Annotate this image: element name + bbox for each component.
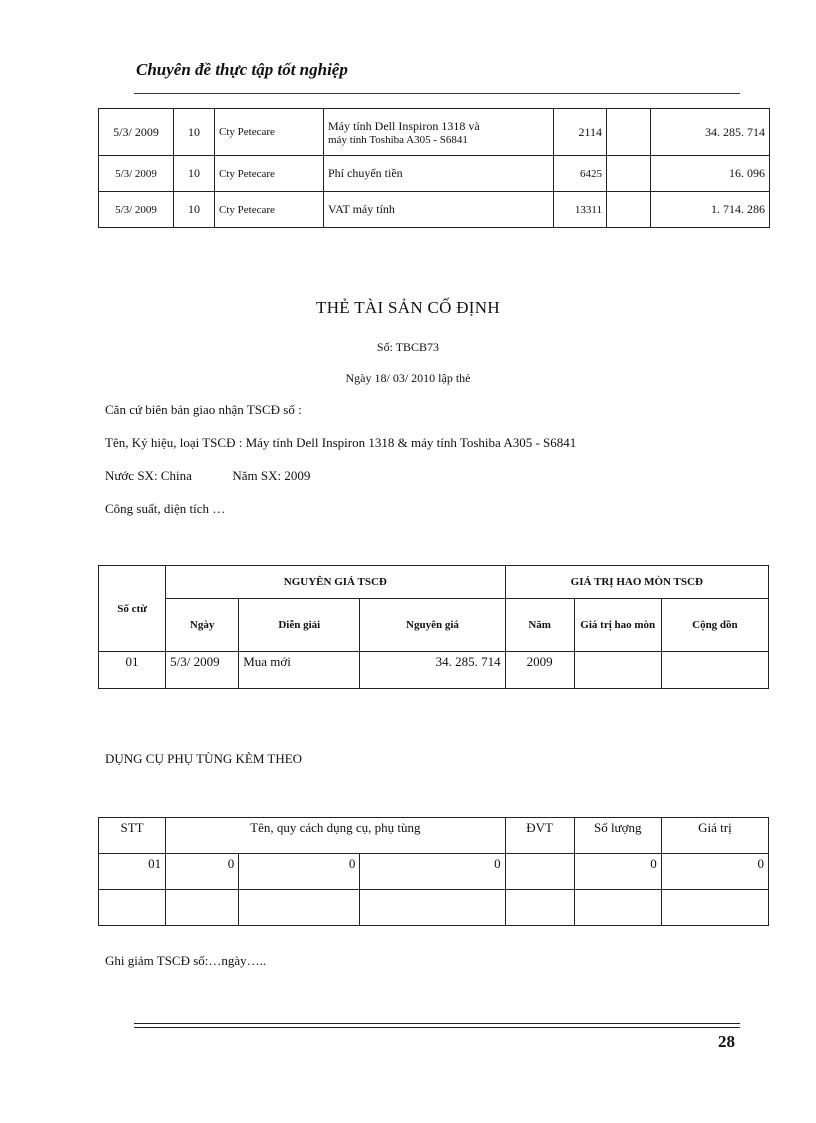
header-tool-name: Tên, quy cách dụng cụ, phụ tùng: [166, 818, 505, 854]
ledger-empty: [607, 156, 651, 192]
table-row: [99, 890, 769, 926]
footer-divider: [134, 1027, 740, 1028]
ledger-empty: [607, 109, 651, 156]
ledger-no: 10: [174, 109, 215, 156]
ledger-company: Cty Petecare: [215, 192, 324, 228]
table-header-row: [99, 599, 769, 652]
ledger-description: VAT máy tính: [324, 192, 554, 228]
header-gia-tri-hao-mon: Giá trị hao mòn: [574, 599, 661, 652]
header-gia-tri: Giá trị: [661, 818, 768, 854]
cell-tool-col3: 0: [360, 854, 505, 890]
ledger-description: [324, 109, 554, 156]
empty-cell: [99, 890, 166, 926]
header-nguyen-gia: Nguyên giá: [360, 599, 505, 652]
table-row: [99, 156, 770, 192]
header-title: Chuyên đề thực tập tốt nghiệp: [136, 60, 348, 79]
header-stt: STT: [99, 818, 166, 854]
header-nam: Năm: [505, 599, 574, 652]
tools-section-title: DỤNG CỤ PHỤ TÙNG KÈM THEO: [105, 751, 303, 766]
card-number: Số: TBCB73: [376, 340, 440, 354]
card-date: Ngày 18/ 03/ 2010 lập thẻ: [345, 371, 471, 385]
empty-cell: [239, 890, 360, 926]
cell-ngay: 5/3/ 2009: [166, 652, 239, 689]
ledger-account: 6425: [554, 156, 607, 192]
table-row: [99, 192, 770, 228]
cell-nam: 2009: [505, 652, 574, 689]
table-row: [99, 854, 769, 890]
ledger-account: 2114: [554, 109, 607, 156]
ledger-amount: 16. 096: [651, 156, 770, 192]
ledger-company: Cty Petecare: [215, 156, 324, 192]
page-number: 28: [718, 1032, 735, 1051]
header-dvt: ĐVT: [505, 818, 574, 854]
empty-cell: [505, 890, 574, 926]
reduction-line: Ghi giảm TSCĐ số:…ngày…..: [105, 953, 267, 968]
header-ngay: Ngày: [166, 599, 239, 652]
empty-cell: [661, 890, 768, 926]
ledger-amount: 1. 714. 286: [651, 192, 770, 228]
cell-so-luong: 0: [574, 854, 661, 890]
ledger-table: [98, 108, 770, 228]
ledger-no: 10: [174, 192, 215, 228]
empty-cell: [360, 890, 505, 926]
header-dien-giai: Diễn giải: [239, 599, 360, 652]
cell-tool-col2: 0: [239, 854, 360, 890]
ledger-date: 5/3/ 2009: [99, 192, 174, 228]
ledger-description: Phí chuyển tiền: [324, 156, 554, 192]
basis-line: Căn cứ biên bản giao nhận TSCĐ số :: [105, 402, 302, 417]
ledger-no: 10: [174, 156, 215, 192]
cell-dien-giai: Mua mới: [239, 652, 360, 689]
header-so-ctu: Số ctừ: [99, 566, 166, 652]
ledger-amount: 34. 285. 714: [651, 109, 770, 156]
ledger-account: 13311: [554, 192, 607, 228]
ledger-empty: [607, 192, 651, 228]
footer-divider: [134, 1023, 740, 1024]
cell-cong-don: [661, 652, 768, 689]
cell-stt: 01: [99, 854, 166, 890]
empty-cell: [574, 890, 661, 926]
header-nguyen-gia-group: NGUYÊN GIÁ TSCĐ: [166, 566, 505, 599]
cell-gia-tri-hao-mon: [574, 652, 661, 689]
country-year-line: [105, 468, 310, 484]
cell-dvt: [505, 854, 574, 890]
year-of-manufacture: Năm SX: 2009: [232, 468, 311, 483]
table-row: [99, 652, 769, 689]
empty-cell: [166, 890, 239, 926]
header-so-luong: Số lượng: [574, 818, 661, 854]
ledger-date: 5/3/ 2009: [99, 109, 174, 156]
card-title: THẺ TÀI SẢN CỐ ĐỊNH: [316, 298, 500, 317]
header-divider: [134, 93, 740, 94]
cell-nguyen-gia: 34. 285. 714: [360, 652, 505, 689]
tools-table: [98, 817, 769, 926]
capacity-line: Công suất, diện tích …: [105, 501, 226, 516]
table-header-row: [99, 566, 769, 599]
asset-name-line: Tên, Ký hiệu, loại TSCĐ : Máy tính Dell Inspiron 1318 & máy tính Toshiba A305 - S6841: [105, 435, 577, 450]
table-header-row: [99, 818, 769, 854]
ledger-description-line2: máy tính Toshiba A305 - S6841: [328, 133, 468, 146]
header-hao-mon-group: GIÁ TRỊ HAO MÒN TSCĐ: [505, 566, 768, 599]
ledger-company: Cty Petecare: [215, 109, 324, 156]
cell-tool-col1: 0: [166, 854, 239, 890]
cell-gia-tri: 0: [661, 854, 768, 890]
ledger-date: 5/3/ 2009: [99, 156, 174, 192]
country-of-manufacture: Nước SX: China: [105, 468, 192, 483]
asset-value-table: [98, 565, 769, 689]
ledger-description-line1: Máy tính Dell Inspiron 1318 và: [328, 118, 480, 133]
cell-so-ctu: 01: [99, 652, 166, 689]
table-row: [99, 109, 770, 156]
header-cong-don: Cộng dồn: [661, 599, 768, 652]
